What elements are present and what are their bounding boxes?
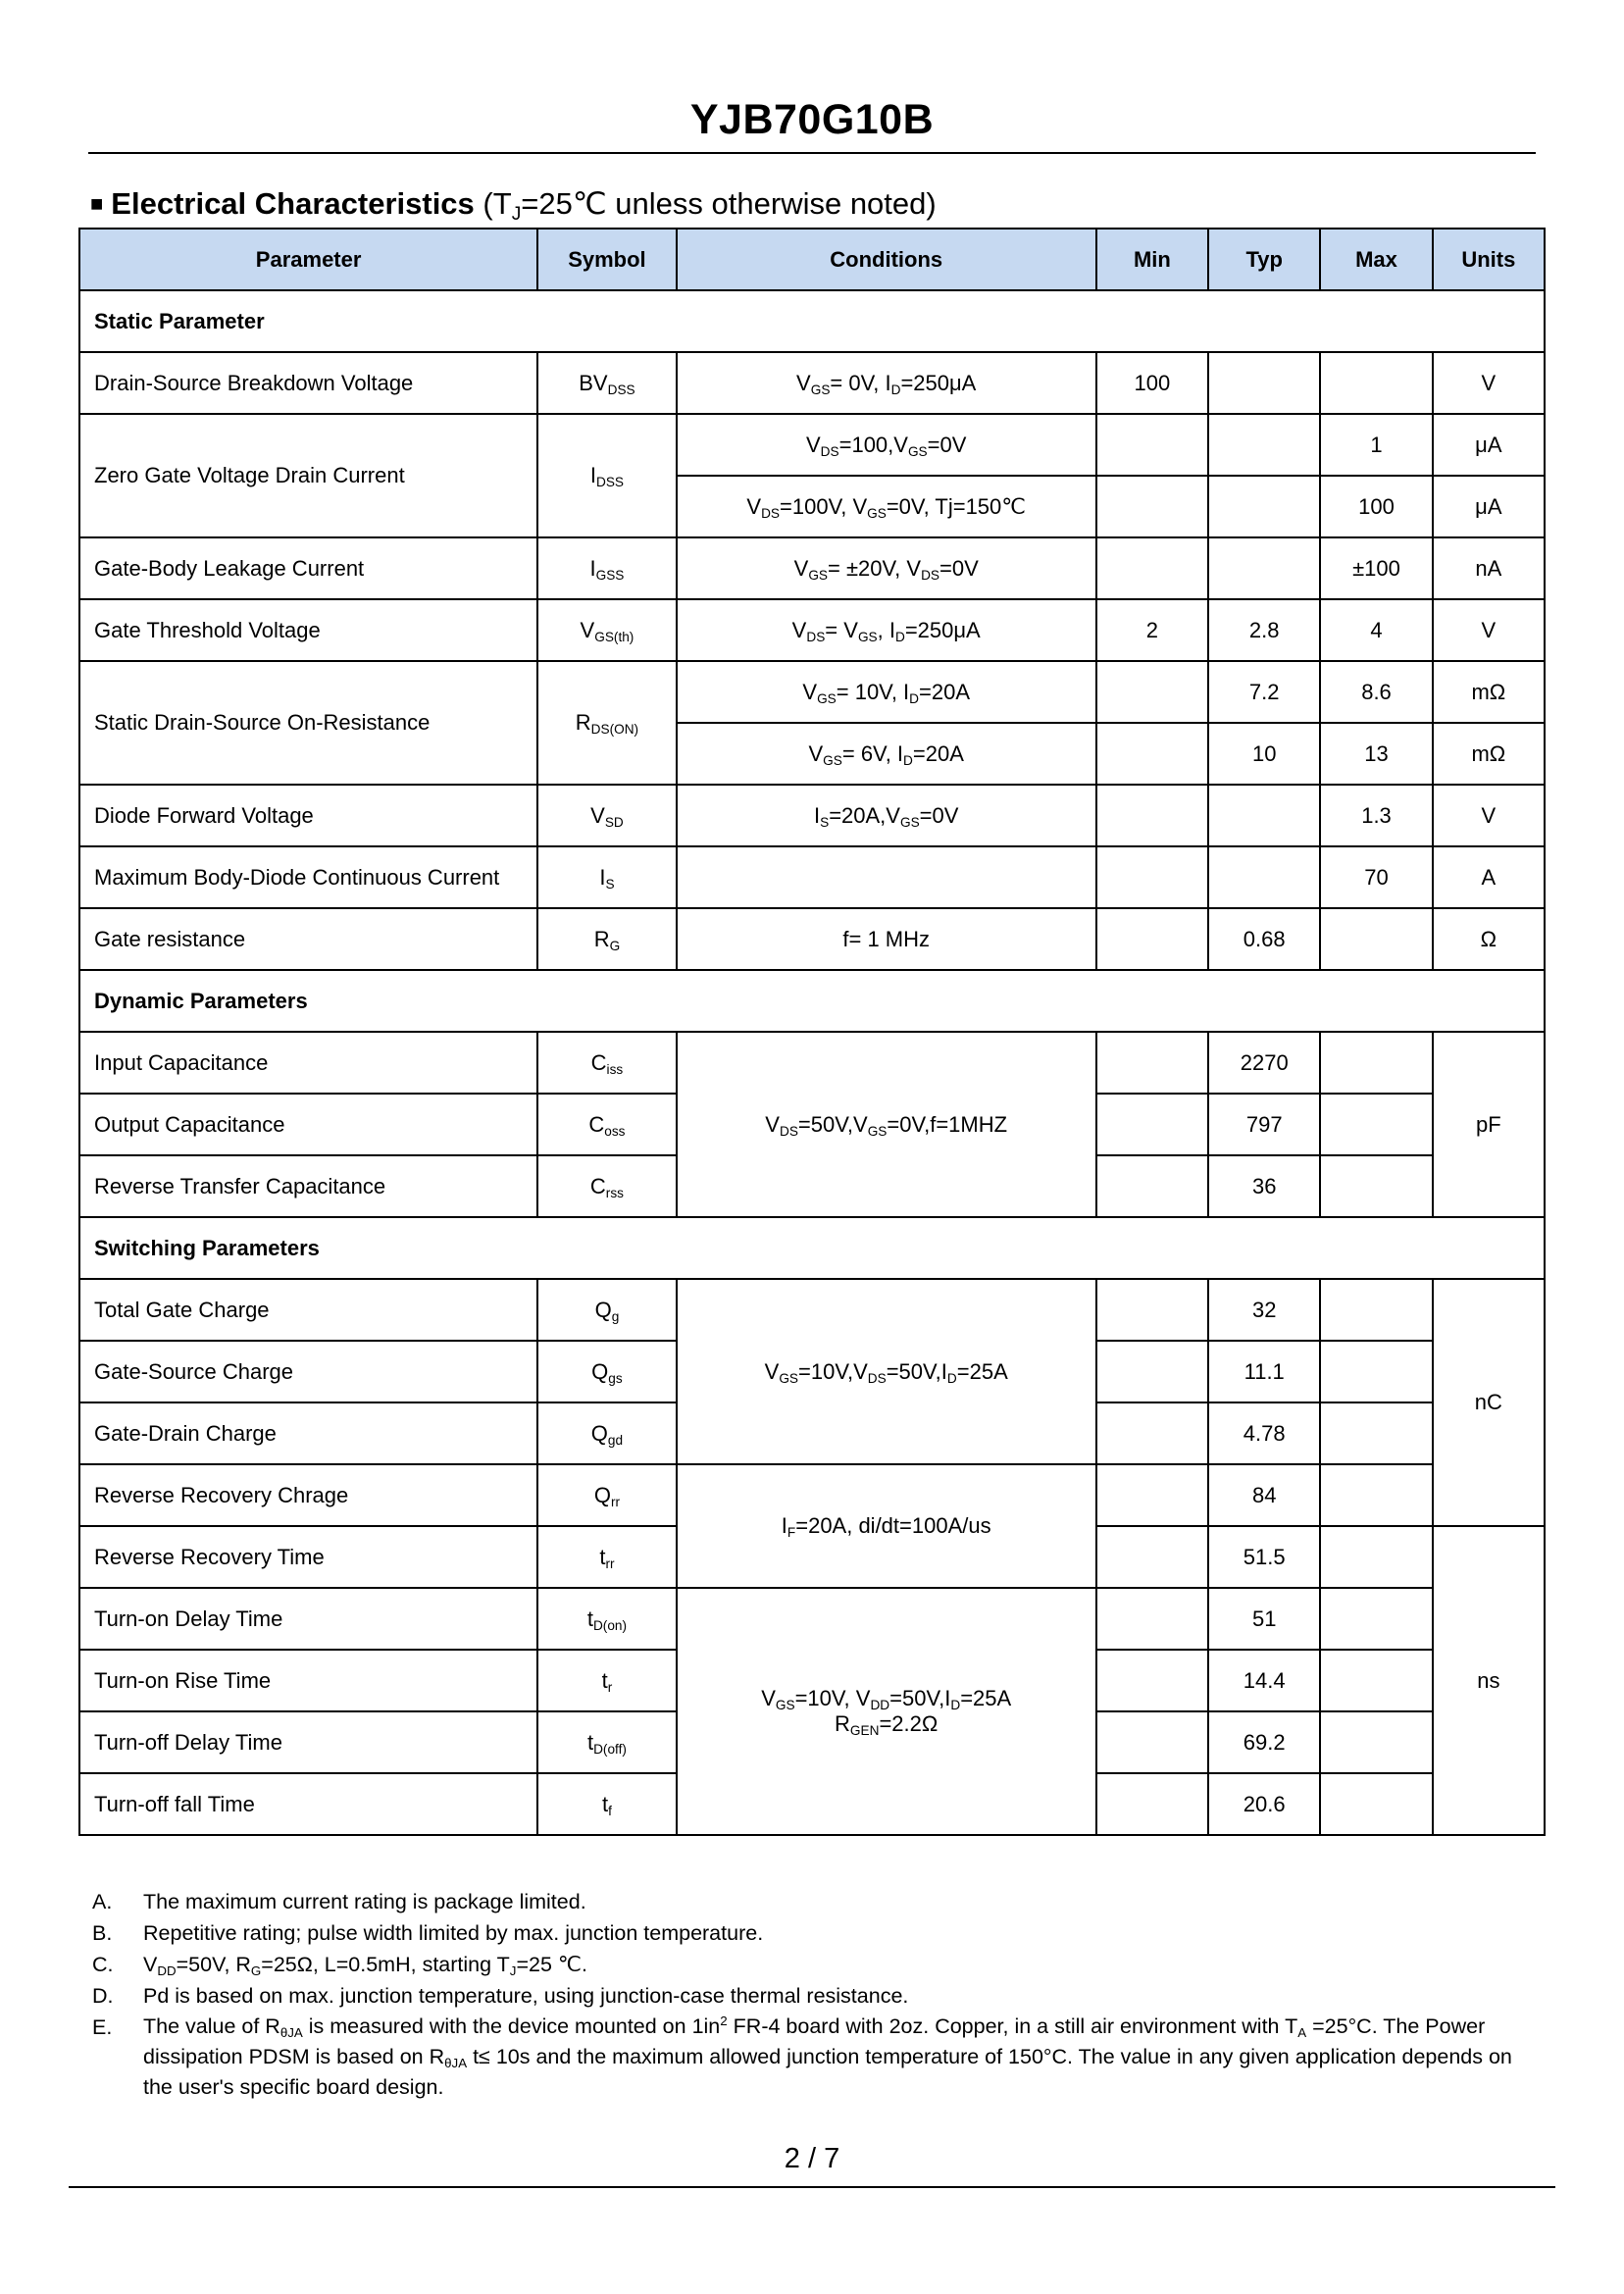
min-cell [1096,1526,1208,1588]
param-cell: Gate resistance [79,908,537,970]
min-cell [1096,1402,1208,1464]
units-cell: Ω [1433,908,1545,970]
param-cell: Turn-off fall Time [79,1773,537,1835]
header-symbol: Symbol [537,229,676,290]
units-cell: pF [1433,1032,1545,1217]
max-cell [1320,1094,1432,1155]
table-row [79,908,1545,970]
condition-cell: $V_{GS}= 10V$, $I_D=20A$ [677,661,1096,723]
min-cell [1096,846,1208,908]
min-cell: 2 [1096,599,1208,661]
group-row [79,1217,1545,1279]
max-cell [1320,352,1432,414]
typ-cell [1208,537,1320,599]
table-row [79,414,1545,476]
typ-cell: 84 [1208,1464,1320,1526]
symbol-cell: $t_f$ [537,1773,676,1835]
units-cell: μA [1433,476,1545,537]
condition-cell: $V_{DS}=100,V_{GS}=0V$ [677,414,1096,476]
param-cell: Gate Threshold Voltage [79,599,537,661]
condition-cell: $V_{GS}= 6V$, $I_D=20A$ [677,723,1096,785]
symbol-cell: $Q_g$ [537,1279,676,1341]
param-cell: Diode Forward Voltage [79,785,537,846]
typ-cell: 797 [1208,1094,1320,1155]
group-dynamic: Dynamic Parameters [79,970,1545,1032]
param-cell: Total Gate Charge [79,1279,537,1341]
electrical-characteristics-table [78,228,1546,1836]
table-header-row [79,229,1545,290]
min-cell [1096,1094,1208,1155]
param-cell: Reverse Recovery Time [79,1526,537,1588]
section-cond-open: (T [482,186,512,221]
min-cell [1096,414,1208,476]
typ-cell: 11.1 [1208,1341,1320,1402]
units-cell: mΩ [1433,723,1545,785]
table-row [79,846,1545,908]
units-cell: μA [1433,414,1545,476]
units-cell: mΩ [1433,661,1545,723]
header-typ: Typ [1208,229,1320,290]
param-cell: Turn-on Rise Time [79,1650,537,1711]
symbol-cell: $R_{DS(ON)}$ [537,661,676,785]
param-cell: Gate-Source Charge [79,1341,537,1402]
typ-cell: 51.5 [1208,1526,1320,1588]
param-cell: Drain-Source Breakdown Voltage [79,352,537,414]
min-cell [1096,1032,1208,1094]
typ-cell: 32 [1208,1279,1320,1341]
typ-cell: 51 [1208,1588,1320,1650]
group-row [79,970,1545,1032]
typ-cell [1208,846,1320,908]
min-cell: 100 [1096,352,1208,414]
min-cell [1096,785,1208,846]
table-row [79,599,1545,661]
max-cell: 13 [1320,723,1432,785]
max-cell [1320,1464,1432,1526]
footnote-e: E. The value of $R_{\theta JA}$ is measured with the device mounted on $1in^2$ FR-4 board with 2oz. Copper, in a still air environment with $T_A =25^\circ C$. The Power dissipation PDSM is based on $R_{\theta JA}$ t≤ 10s and the maximum allowed junction temperature of 150°C. The value in any given application depends on the user's specific board design. [92,2014,1512,2099]
condition-cell: $V_{GS}=10V$, $V_{DD}=50V,I_D=25A$ $R_{GEN}=2.2\Omega$ [677,1588,1096,1835]
header-units: Units [1433,229,1545,290]
max-cell [1320,908,1432,970]
param-cell: Gate-Body Leakage Current [79,537,537,599]
footer-rule [69,2186,1555,2188]
section-heading: ■ Electrical Characteristics ($T_J=25℃$ unless otherwise noted) [90,186,937,225]
max-cell: ±100 [1320,537,1432,599]
param-cell: Reverse Recovery Chrage [79,1464,537,1526]
table-row [79,785,1545,846]
section-title: Electrical Characteristics [111,186,475,221]
typ-cell: 36 [1208,1155,1320,1217]
max-cell [1320,1773,1432,1835]
max-cell [1320,1588,1432,1650]
condition-cell [677,846,1096,908]
header-conditions: Conditions [677,229,1096,290]
min-cell [1096,1650,1208,1711]
param-cell: Turn-off Delay Time [79,1711,537,1773]
typ-cell: 69.2 [1208,1711,1320,1773]
min-cell [1096,1464,1208,1526]
max-cell: 100 [1320,476,1432,537]
param-cell: Reverse Transfer Capacitance [79,1155,537,1217]
table-row [79,1279,1545,1341]
units-cell: V [1433,352,1545,414]
condition-cell: $V_{DS}=50V,V_{GS}=0V,f=1MHZ$ [677,1032,1096,1217]
max-cell: 1 [1320,414,1432,476]
min-cell [1096,1341,1208,1402]
group-switching: Switching Parameters [79,1217,1545,1279]
units-cell: V [1433,785,1545,846]
symbol-cell: $t_{D(off)}$ [537,1711,676,1773]
header-max: Max [1320,229,1432,290]
condition-cell: $V_{GS}= 0V$, $I_D=250\mu A$ [677,352,1096,414]
max-cell [1320,1341,1432,1402]
page-number: 2 / 7 [784,2143,840,2174]
group-static: Static Parameter [79,290,1545,352]
max-cell: 8.6 [1320,661,1432,723]
footnote-b: B. Repetitive rating; pulse width limited by max. junction temperature. [92,1921,764,1945]
min-cell [1096,661,1208,723]
typ-cell [1208,414,1320,476]
typ-cell [1208,352,1320,414]
title-rule [88,152,1536,154]
condition-cell: $I_F=20A$, di/dt=100A/us [677,1464,1096,1588]
footnote-a: A. The maximum current rating is package limited. [92,1890,586,1913]
max-cell [1320,1155,1432,1217]
typ-cell: 7.2 [1208,661,1320,723]
symbol-cell: $V_{SD}$ [537,785,676,846]
table-row [79,1032,1545,1094]
condition-cell: $V_{GS}= \pm 20V$, $V_{DS}=0V$ [677,537,1096,599]
max-cell [1320,1526,1432,1588]
bullet-icon: ■ [90,191,104,216]
footnotes [92,1886,1534,2103]
max-cell: 4 [1320,599,1432,661]
symbol-cell: $t_{rr}$ [537,1526,676,1588]
min-cell [1096,1588,1208,1650]
param-cell: Turn-on Delay Time [79,1588,537,1650]
symbol-cell: $I_{GSS}$ [537,537,676,599]
table-row [79,1464,1545,1526]
param-cell: Maximum Body-Diode Continuous Current [79,846,537,908]
symbol-cell: $I_{DSS}$ [537,414,676,537]
typ-cell: 2270 [1208,1032,1320,1094]
condition-cell: $V_{GS}=10V,V_{DS}=50V,I_D=25A$ [677,1279,1096,1464]
min-cell [1096,1773,1208,1835]
symbol-cell: $C_{oss}$ [537,1094,676,1155]
group-row [79,290,1545,352]
section-cond-rest: =25℃ unless otherwise noted) [521,186,937,221]
typ-cell: 10 [1208,723,1320,785]
typ-cell: 14.4 [1208,1650,1320,1711]
max-cell [1320,1650,1432,1711]
min-cell [1096,1279,1208,1341]
condition-cell: $I_S=20A,V_{GS}=0V$ [677,785,1096,846]
symbol-cell: $t_{D(on)}$ [537,1588,676,1650]
max-cell [1320,1032,1432,1094]
symbol-cell: $t_r$ [537,1650,676,1711]
typ-cell [1208,476,1320,537]
typ-cell [1208,785,1320,846]
typ-cell: 20.6 [1208,1773,1320,1835]
min-cell [1096,908,1208,970]
symbol-cell: $Q_{gd}$ [537,1402,676,1464]
symbol-cell: $Q_{gs}$ [537,1341,676,1402]
param-cell: Gate-Drain Charge [79,1402,537,1464]
min-cell [1096,723,1208,785]
max-cell: 70 [1320,846,1432,908]
header-parameter: Parameter [79,229,537,290]
footnote-d: D. Pd is based on max. junction temperature, using junction-case thermal resistance. [92,1984,909,2008]
param-cell: Static Drain-Source On-Resistance [79,661,537,785]
table-row [79,352,1545,414]
symbol-cell: $C_{iss}$ [537,1032,676,1094]
condition-cell: $V_{DS}= V_{GS}$, $I_D=250\mu A$ [677,599,1096,661]
symbol-cell: $BV_{DSS}$ [537,352,676,414]
condition-cell: $V_{DS}=100V$, $V_{GS}=0V$, Tj=150℃ [677,476,1096,537]
units-cell: nC [1433,1279,1545,1526]
typ-cell: 4.78 [1208,1402,1320,1464]
document-title: YJB70G10B [689,96,935,143]
typ-cell: 0.68 [1208,908,1320,970]
units-cell: nA [1433,537,1545,599]
max-cell [1320,1279,1432,1341]
units-cell: ns [1433,1526,1545,1835]
symbol-cell: $I_S$ [537,846,676,908]
min-cell [1096,1155,1208,1217]
table-row [79,537,1545,599]
param-cell: Output Capacitance [79,1094,537,1155]
param-cell: Input Capacitance [79,1032,537,1094]
param-cell: Zero Gate Voltage Drain Current [79,414,537,537]
symbol-cell: $V_{GS(th)}$ [537,599,676,661]
max-cell [1320,1711,1432,1773]
symbol-cell: $Q_{rr}$ [537,1464,676,1526]
min-cell [1096,537,1208,599]
max-cell: 1.3 [1320,785,1432,846]
condition-cell: f= 1 MHz [677,908,1096,970]
symbol-cell: $R_G$ [537,908,676,970]
min-cell [1096,1711,1208,1773]
units-cell: A [1433,846,1545,908]
symbol-cell: $C_{rss}$ [537,1155,676,1217]
header-min: Min [1096,229,1208,290]
table-row [79,1588,1545,1650]
units-cell: V [1433,599,1545,661]
typ-cell: 2.8 [1208,599,1320,661]
max-cell [1320,1402,1432,1464]
table-row [79,661,1545,723]
min-cell [1096,476,1208,537]
footnote-c: C. $V_{DD}=50V$, $R_G=25\Omega$, L=0.5mH, starting $T_J=25$ ℃. [92,1953,588,1978]
